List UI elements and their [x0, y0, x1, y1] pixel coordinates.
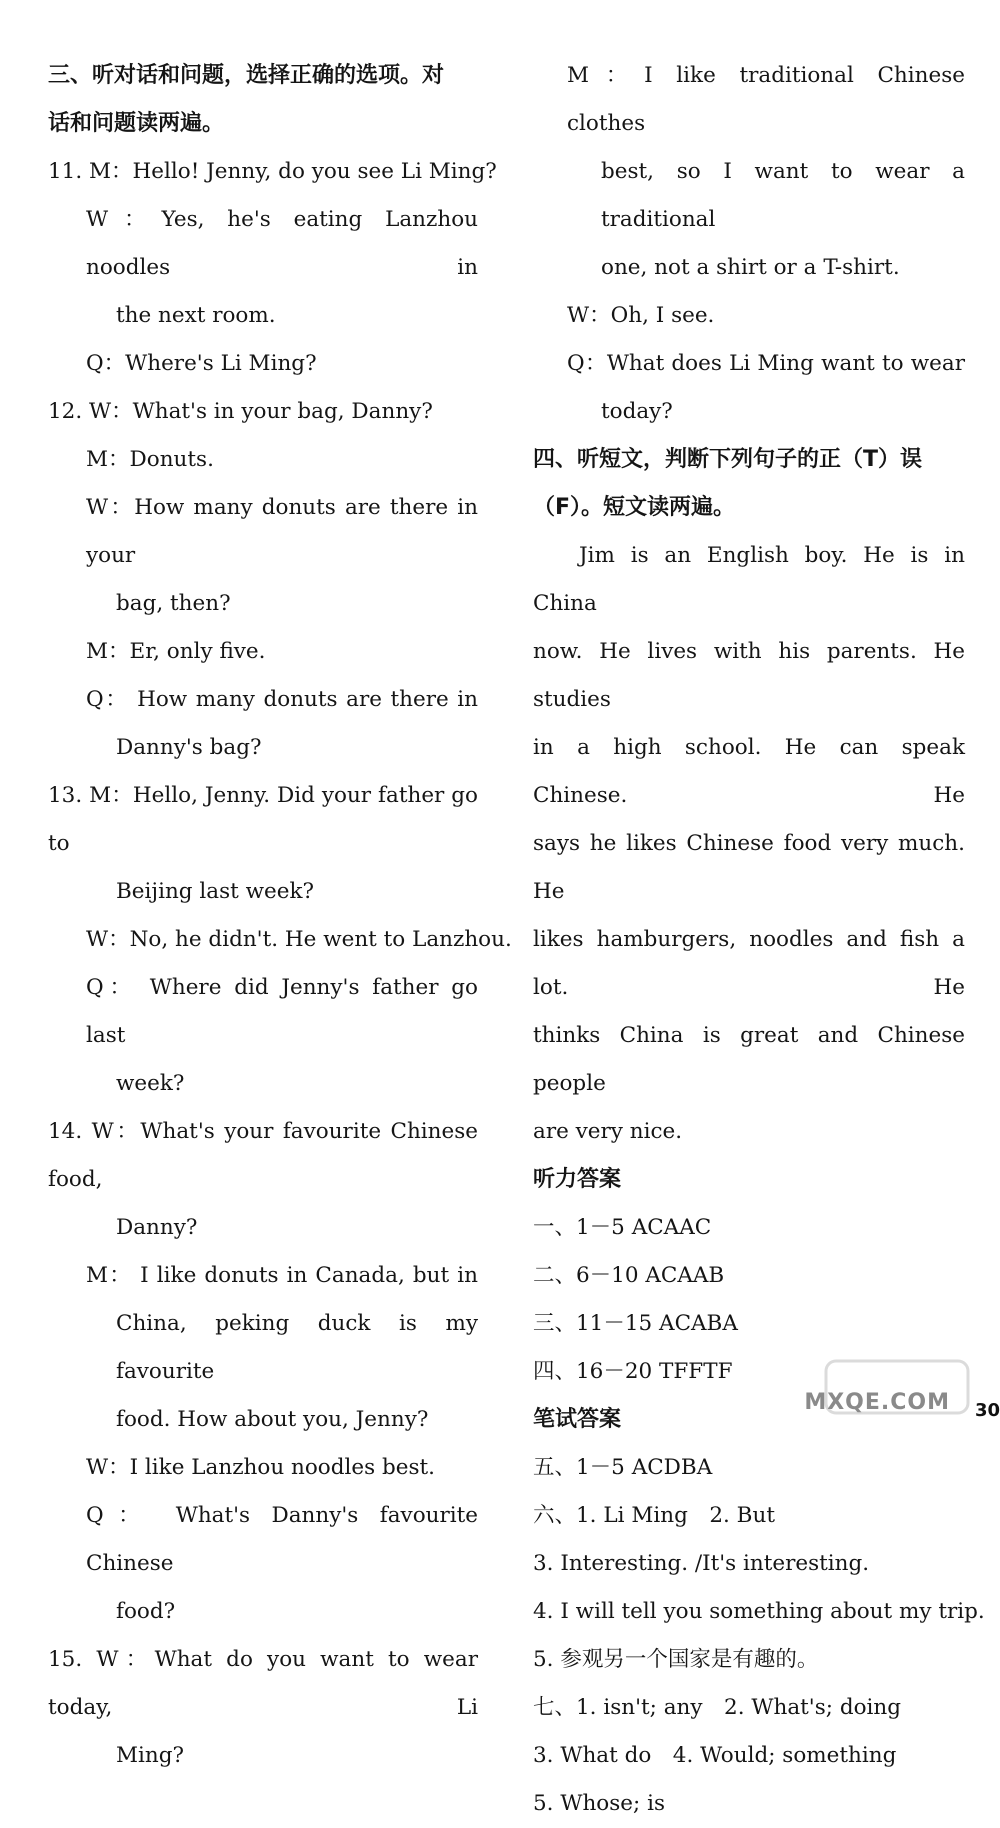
q11-line: 11. M：Hello! Jenny, do you see Li Ming?: [48, 159, 497, 184]
q14-line: food?: [116, 1599, 176, 1624]
passage-line: thinks China is great and Chinese people: [533, 1023, 965, 1096]
answer-line: 三、11－15 ACABA: [533, 1311, 738, 1336]
passage-line: now. He lives with his parents. He studies: [533, 639, 965, 712]
q14-line: Danny?: [116, 1215, 198, 1240]
q12-line: bag, then?: [116, 591, 231, 616]
page-number: 30: [974, 1400, 1000, 1421]
q14-line: China, peking duck is my favourite: [116, 1311, 478, 1384]
section-4-title-cont: （F）。短文读两遍。: [533, 495, 736, 520]
q15-line: 15. W：What do you want to wear today, Li: [48, 1647, 478, 1720]
passage-line: Jim is an English boy. He is in China: [533, 543, 965, 616]
answer-line: 一、1－5 ACAAC: [533, 1215, 712, 1240]
watermark-text: MXQE.COM: [804, 1390, 950, 1415]
answer-line: 5. 参观另一个国家是有趣的。: [533, 1647, 819, 1672]
q15-cont-line: one, not a shirt or a T-shirt.: [601, 255, 900, 280]
answer-line: 5. Whose; is: [533, 1791, 665, 1816]
right-column: [533, 52, 985, 1828]
q12-line: M：Donuts.: [86, 447, 214, 472]
section-4-title: 四、听短文，判断下列句子的正（T）误: [533, 447, 923, 472]
q13-line: W：No, he didn't. He went to Lanzhou.: [86, 927, 512, 952]
passage-line: in a high school. He can speak Chinese. He: [533, 735, 965, 808]
q14-line: M： I like donuts in Canada, but in: [86, 1263, 478, 1288]
q12-line: W：How many donuts are there in your: [86, 495, 478, 568]
answer-line: 六、1. Li Ming 2. But: [533, 1503, 775, 1528]
q13-line: Beijing last week?: [116, 879, 314, 904]
q14-line: W：I like Lanzhou noodles best.: [86, 1455, 435, 1480]
q13-line: week?: [116, 1071, 185, 1096]
answer-line: 四、16－20 TFFTF: [533, 1359, 733, 1384]
left-column: [48, 52, 512, 1780]
passage-line: likes hamburgers, noodles and fish a lot. He: [533, 927, 965, 1000]
q14-line: Q： What's Danny's favourite Chinese: [86, 1503, 478, 1576]
passage-line: are very nice.: [533, 1119, 683, 1144]
q12-line: M：Er, only five.: [86, 639, 266, 664]
answer-line: 二、6－10 ACAAB: [533, 1263, 725, 1288]
section-3-title-cont: 话和问题读两遍。: [48, 111, 225, 136]
q12-line: 12. W：What's in your bag, Danny?: [48, 399, 433, 424]
q15-cont-line: Q：What does Li Ming want to wear: [567, 351, 965, 376]
answer-line: 4. I will tell you something about my trip.: [533, 1599, 985, 1624]
q15-cont-line: best, so I want to wear a traditional: [601, 159, 965, 232]
q12-line: Danny's bag?: [116, 735, 262, 760]
q14-line: 14. W：What's your favourite Chinese food,: [48, 1119, 478, 1192]
q14-line: food. How about you, Jenny?: [116, 1407, 429, 1432]
q11-line: the next room.: [116, 303, 276, 328]
q15-cont-line: today?: [601, 399, 673, 424]
q11-line: W：Yes, he's eating Lanzhou noodles in: [86, 207, 478, 280]
answer-line: 3. Interesting. /It's interesting.: [533, 1551, 870, 1576]
q13-line: Q： Where did Jenny's father go last: [86, 975, 478, 1048]
answer-line: 3. What do 4. Would; something: [533, 1743, 897, 1768]
q15-line: Ming?: [116, 1743, 185, 1768]
q15-cont-line: W：Oh, I see.: [567, 303, 715, 328]
answer-line: 七、1. isn't; any 2. What's; doing: [533, 1695, 902, 1720]
listening-answers-title: 听力答案: [533, 1167, 622, 1192]
q11-line: Q：Where's Li Ming?: [86, 351, 317, 376]
answer-line: 五、1－5 ACDBA: [533, 1455, 713, 1480]
written-answers-title: 笔试答案: [533, 1407, 622, 1432]
q15-cont-line: M：I like traditional Chinese clothes: [567, 63, 965, 136]
q13-line: 13. M：Hello, Jenny. Did your father go to: [48, 783, 478, 856]
section-3-title: 三、听对话和问题，选择正确的选项。对: [48, 63, 445, 88]
q12-line: Q： How many donuts are there in: [86, 687, 478, 712]
passage-line: says he likes Chinese food very much. He: [533, 831, 965, 904]
